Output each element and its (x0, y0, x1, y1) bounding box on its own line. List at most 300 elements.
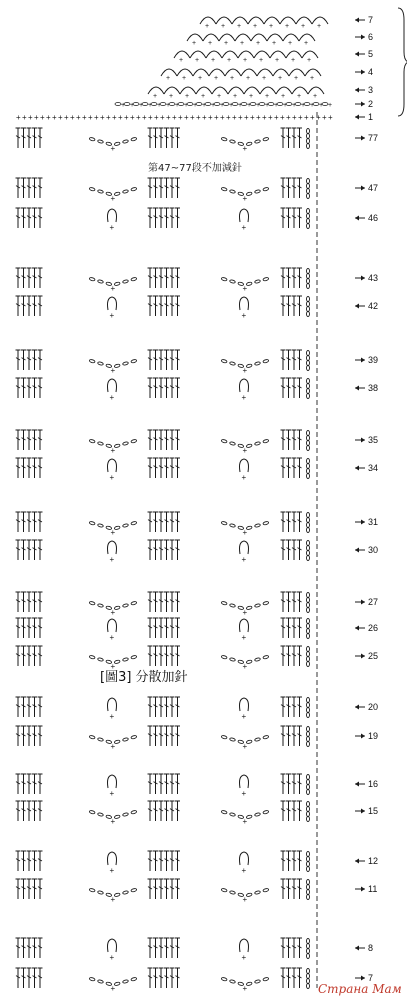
treble-group (281, 128, 303, 148)
svg-text:+: + (242, 742, 248, 751)
center-chain (307, 129, 310, 149)
svg-text:+: + (241, 712, 247, 721)
center-chain (307, 647, 310, 667)
svg-text:+: + (307, 57, 312, 64)
svg-text:+: + (148, 102, 153, 109)
svg-text:+: + (190, 113, 195, 122)
chain-v (89, 601, 137, 617)
svg-text:+: + (110, 608, 116, 617)
svg-text:42: 42 (368, 301, 379, 311)
chain-loop (108, 459, 117, 482)
row-label (355, 702, 378, 712)
row-label (355, 213, 378, 223)
svg-text:+: + (110, 895, 116, 904)
svg-text:+: + (109, 866, 115, 875)
svg-text:+: + (256, 40, 261, 47)
treble-group (281, 592, 303, 612)
svg-text:+: + (241, 953, 247, 962)
treble-group (16, 938, 43, 958)
chain-loop (108, 939, 117, 962)
treble-group (281, 646, 303, 666)
svg-text:7: 7 (368, 973, 374, 983)
top-row (200, 15, 373, 30)
treble-group (148, 646, 181, 666)
svg-text:+: + (109, 311, 115, 320)
chart-row (16, 378, 379, 402)
treble-group (148, 618, 181, 638)
svg-text:+: + (109, 789, 115, 798)
svg-text:+: + (249, 93, 254, 100)
treble-group (16, 208, 43, 228)
chart-row (16, 540, 379, 564)
svg-text:3: 3 (368, 85, 374, 95)
svg-text:+: + (121, 102, 126, 109)
treble-group (16, 592, 43, 612)
svg-text:+: + (310, 113, 315, 122)
svg-text:+: + (76, 113, 81, 122)
svg-text:+: + (229, 102, 234, 109)
svg-text:+: + (242, 608, 248, 617)
treble-group (148, 851, 181, 871)
treble-group (148, 726, 181, 746)
svg-text:+: + (244, 113, 249, 122)
svg-text:+: + (265, 93, 270, 100)
chart-row (16, 178, 379, 203)
chart-row (16, 350, 379, 375)
svg-text:+: + (317, 23, 322, 30)
treble-group (16, 618, 43, 638)
svg-text:+: + (242, 194, 248, 203)
svg-text:+: + (110, 742, 116, 751)
svg-text:+: + (285, 23, 290, 30)
center-chain (307, 852, 310, 872)
chain-loop (240, 209, 249, 232)
row-label (355, 273, 378, 283)
treble-group (16, 350, 43, 370)
chain-loop (108, 297, 117, 320)
treble-group (281, 879, 303, 899)
svg-text:+: + (154, 113, 159, 122)
center-chain (307, 727, 310, 747)
treble-group (281, 851, 303, 871)
svg-text:+: + (106, 113, 111, 122)
treble-group (16, 128, 43, 148)
svg-text:2: 2 (368, 99, 374, 109)
treble-group (281, 178, 303, 198)
treble-group (148, 350, 181, 370)
chain-loop (108, 775, 117, 798)
svg-text:+: + (182, 75, 187, 82)
svg-text:+: + (166, 113, 171, 122)
treble-group (148, 592, 181, 612)
chart-row (16, 296, 379, 320)
row-label (355, 383, 378, 393)
svg-text:+: + (153, 93, 158, 100)
row-label (355, 355, 378, 365)
svg-text:+: + (110, 662, 116, 671)
treble-group (148, 178, 181, 198)
chain-loop (108, 379, 117, 402)
svg-text:+: + (70, 113, 75, 122)
chain-v (221, 977, 269, 993)
chain-v (221, 359, 269, 375)
svg-text:+: + (242, 984, 248, 993)
svg-text:7: 7 (368, 15, 374, 25)
row-label (355, 517, 378, 527)
row-label (355, 49, 373, 59)
svg-text:+: + (40, 113, 45, 122)
row-label (355, 651, 378, 661)
treble-group (281, 458, 303, 478)
row-label (355, 856, 378, 866)
svg-text:+: + (52, 113, 57, 122)
svg-text:+: + (34, 113, 39, 122)
svg-text:+: + (100, 113, 105, 122)
svg-text:+: + (109, 633, 115, 642)
row-label (355, 731, 378, 741)
svg-text:4: 4 (368, 67, 374, 77)
top-row (115, 99, 373, 109)
chain-v (221, 888, 269, 904)
row-label (355, 884, 377, 894)
svg-text:+: + (256, 113, 261, 122)
chain-v (221, 601, 269, 617)
chain-loop (108, 698, 117, 721)
svg-text:+: + (238, 113, 243, 122)
center-chain (307, 775, 310, 795)
svg-text:+: + (124, 113, 129, 122)
svg-text:+: + (58, 113, 63, 122)
svg-text:+: + (243, 57, 248, 64)
svg-text:+: + (241, 311, 247, 320)
chain-loop (240, 459, 249, 482)
svg-text:+: + (313, 93, 318, 100)
chain-v (221, 187, 269, 203)
treble-group (281, 208, 303, 228)
treble-group (148, 128, 181, 148)
center-chain (307, 431, 310, 451)
svg-text:+: + (301, 23, 306, 30)
row-label (355, 301, 378, 311)
svg-text:+: + (288, 40, 293, 47)
svg-text:38: 38 (368, 383, 379, 393)
svg-text:+: + (242, 662, 248, 671)
chain-v (221, 735, 269, 751)
svg-text:+: + (110, 984, 116, 993)
svg-text:27: 27 (368, 597, 379, 607)
svg-text:+: + (184, 102, 189, 109)
row-label (355, 99, 373, 109)
svg-text:+: + (142, 113, 147, 122)
treble-group (16, 430, 43, 450)
svg-text:+: + (232, 113, 237, 122)
svg-text:+: + (241, 633, 247, 642)
treble-group (281, 540, 303, 560)
chain-v (221, 810, 269, 826)
treble-group (148, 540, 181, 560)
chart-row (16, 851, 379, 875)
svg-text:+: + (241, 789, 247, 798)
svg-text:+: + (109, 223, 115, 232)
center-chain (307, 541, 310, 561)
svg-text:+: + (109, 555, 115, 564)
svg-text:31: 31 (368, 517, 379, 527)
svg-text:+: + (166, 75, 171, 82)
svg-text:+: + (304, 113, 309, 122)
svg-text:+: + (247, 102, 252, 109)
svg-text:+: + (169, 93, 174, 100)
svg-text:1: 1 (368, 112, 374, 122)
chain-v (89, 977, 137, 993)
chain-v (89, 359, 137, 375)
svg-text:+: + (185, 93, 190, 100)
svg-text:+: + (220, 102, 225, 109)
center-chain (307, 459, 310, 479)
svg-text:+: + (319, 102, 324, 109)
svg-text:+: + (246, 75, 251, 82)
treble-group (281, 938, 303, 958)
treble-group (281, 726, 303, 746)
treble-group (281, 968, 303, 988)
chain-v (221, 137, 269, 153)
svg-text:+: + (166, 102, 171, 109)
svg-text:+: + (272, 40, 277, 47)
svg-text:+: + (262, 75, 267, 82)
center-chain (307, 802, 310, 822)
treble-group (16, 296, 43, 316)
treble-group (16, 851, 43, 871)
svg-text:35: 35 (368, 435, 379, 445)
treble-group (148, 801, 181, 821)
svg-text:+: + (157, 102, 162, 109)
center-chain (307, 969, 310, 989)
svg-text:16: 16 (368, 779, 379, 789)
treble-group (281, 268, 303, 288)
svg-text:+: + (110, 528, 116, 537)
svg-text:46: 46 (368, 213, 379, 223)
treble-group (148, 968, 181, 988)
svg-text:+: + (214, 113, 219, 122)
svg-text:+: + (230, 75, 235, 82)
figure-title: [圖3] 分散加針 (100, 670, 188, 685)
center-chain (307, 593, 310, 613)
svg-text:+: + (298, 113, 303, 122)
chain-v (221, 521, 269, 537)
svg-text:+: + (242, 817, 248, 826)
svg-text:+: + (281, 93, 286, 100)
center-chain (307, 269, 310, 289)
svg-text:+: + (242, 144, 248, 153)
treble-group (148, 938, 181, 958)
treble-group (16, 801, 43, 821)
svg-text:+: + (109, 393, 115, 402)
treble-group (148, 430, 181, 450)
svg-text:8: 8 (368, 943, 374, 953)
chart-row (16, 879, 378, 904)
treble-group (148, 378, 181, 398)
svg-text:+: + (268, 113, 273, 122)
svg-text:+: + (310, 75, 315, 82)
chart-row (16, 430, 379, 455)
svg-text:+: + (64, 113, 69, 122)
treble-group (281, 618, 303, 638)
svg-text:+: + (220, 113, 225, 122)
svg-text:+: + (304, 40, 309, 47)
svg-text:+: + (178, 113, 183, 122)
svg-text:+: + (322, 113, 327, 122)
center-chain (307, 297, 310, 317)
svg-text:+: + (82, 113, 87, 122)
svg-text:25: 25 (368, 651, 379, 661)
svg-text:+: + (242, 446, 248, 455)
svg-text:+: + (208, 113, 213, 122)
svg-text:+: + (241, 866, 247, 875)
center-chain (307, 880, 310, 900)
svg-text:+: + (221, 23, 226, 30)
treble-group (16, 458, 43, 478)
chart-row (16, 592, 379, 617)
svg-text:+: + (136, 113, 141, 122)
svg-text:+: + (28, 113, 33, 122)
center-chain (307, 698, 310, 718)
treble-group (148, 208, 181, 228)
svg-text:34: 34 (368, 463, 379, 473)
svg-text:+: + (224, 40, 229, 47)
svg-text:+: + (110, 194, 116, 203)
svg-text:+: + (283, 102, 288, 109)
row-label (355, 806, 378, 816)
chain-loop (240, 852, 249, 875)
svg-text:+: + (233, 93, 238, 100)
treble-group (281, 296, 303, 316)
treble-group (16, 968, 43, 988)
svg-text:+: + (88, 113, 93, 122)
treble-group (281, 378, 303, 398)
row-label (355, 15, 373, 25)
svg-text:+: + (46, 113, 51, 122)
svg-text:+: + (250, 113, 255, 122)
svg-text:20: 20 (368, 702, 379, 712)
svg-text:+: + (196, 113, 201, 122)
center-chain (307, 619, 310, 639)
svg-text:+: + (301, 102, 306, 109)
chart-row (16, 268, 379, 293)
treble-group (281, 350, 303, 370)
svg-text:+: + (237, 23, 242, 30)
chain-loop (240, 379, 249, 402)
svg-text:+: + (130, 113, 135, 122)
svg-text:+: + (175, 102, 180, 109)
svg-text:15: 15 (368, 806, 379, 816)
treble-group (16, 268, 43, 288)
svg-text:+: + (241, 555, 247, 564)
treble-group (16, 879, 43, 899)
chain-v (89, 735, 137, 751)
chart-row (16, 938, 374, 962)
svg-text:+: + (242, 366, 248, 375)
svg-text:+: + (201, 93, 206, 100)
center-chain (307, 351, 310, 371)
svg-text:+: + (217, 93, 222, 100)
svg-text:43: 43 (368, 273, 379, 283)
row-label (355, 112, 373, 122)
svg-text:+: + (109, 712, 115, 721)
svg-text:+: + (160, 113, 165, 122)
svg-text:77: 77 (368, 133, 379, 143)
svg-text:+: + (328, 113, 333, 122)
chain-v (89, 187, 137, 203)
svg-text:+: + (118, 113, 123, 122)
svg-text:+: + (275, 57, 280, 64)
svg-text:+: + (202, 102, 207, 109)
svg-text:+: + (198, 75, 203, 82)
treble-group (281, 774, 303, 794)
row-label (355, 943, 373, 953)
chain-v (89, 810, 137, 826)
treble-group (281, 697, 303, 717)
top-row (16, 112, 373, 122)
chain-loop (108, 619, 117, 642)
chain-v (89, 655, 137, 671)
treble-group (148, 774, 181, 794)
svg-text:+: + (226, 113, 231, 122)
svg-text:+: + (139, 102, 144, 109)
svg-text:+: + (242, 528, 248, 537)
svg-text:39: 39 (368, 355, 379, 365)
svg-text:+: + (274, 102, 279, 109)
svg-text:+: + (130, 102, 135, 109)
treble-group (148, 268, 181, 288)
chart-row (16, 208, 379, 232)
row-label (355, 597, 378, 607)
svg-text:+: + (269, 23, 274, 30)
top-row (148, 85, 373, 100)
svg-text:+: + (241, 223, 247, 232)
chain-loop (240, 939, 249, 962)
svg-text:+: + (294, 75, 299, 82)
row-label (355, 623, 378, 633)
svg-text:+: + (109, 953, 115, 962)
chain-loop (240, 619, 249, 642)
chart-row (16, 618, 379, 642)
chain-loop (108, 209, 117, 232)
chart-row (16, 774, 379, 798)
svg-text:+: + (208, 40, 213, 47)
chain-v (89, 439, 137, 455)
center-chain (307, 209, 310, 229)
row-label (355, 435, 378, 445)
svg-text:+: + (292, 102, 297, 109)
treble-group (281, 512, 303, 532)
svg-text:+: + (253, 23, 258, 30)
svg-text:+: + (179, 57, 184, 64)
row-label (355, 133, 378, 143)
svg-text:6: 6 (368, 32, 374, 42)
svg-text:+: + (259, 57, 264, 64)
chart-row (16, 512, 379, 537)
right-brace (398, 8, 407, 116)
svg-text:+: + (110, 817, 116, 826)
chart-row (16, 458, 379, 482)
treble-group (16, 697, 43, 717)
body-chart-rows (16, 128, 379, 993)
center-chain (307, 939, 310, 959)
svg-text:+: + (205, 23, 210, 30)
svg-text:+: + (148, 113, 153, 122)
chain-loop (240, 698, 249, 721)
svg-text:+: + (184, 113, 189, 122)
svg-text:+: + (193, 102, 198, 109)
